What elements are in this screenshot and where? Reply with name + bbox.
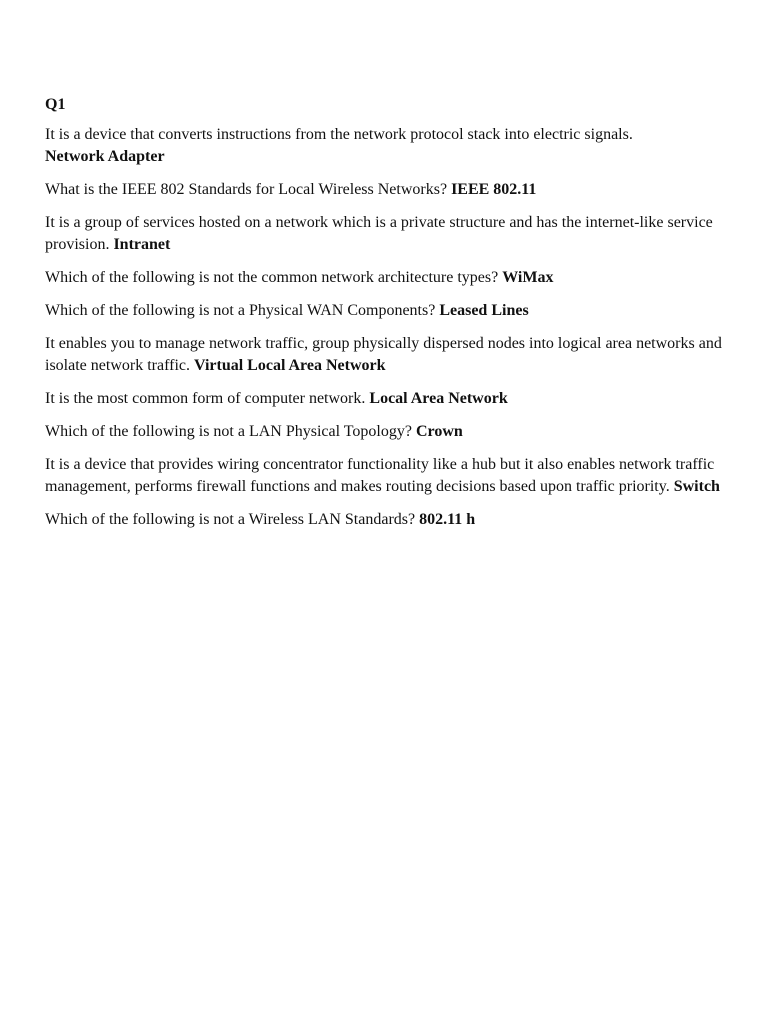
question-text: It is a group of services hosted on a network which is a private structure and has the internet-like service provision. xyxy=(45,214,713,253)
answer-text: Local Area Network xyxy=(369,390,508,407)
answer-text: Crown xyxy=(415,423,463,440)
qa-item-3 xyxy=(45,212,740,256)
answer-text: Network Adapter xyxy=(45,148,165,165)
qa-item-5 xyxy=(45,300,740,322)
answer-text: Leased Lines xyxy=(439,302,529,319)
question-text: Which of the following is not a LAN Physical Topology? xyxy=(45,423,412,440)
qa-item-1 xyxy=(45,124,740,168)
answer-text: WiMax xyxy=(502,269,554,286)
question-text: It is a device that provides wiring concentrator functionality like a hub but it also enables network traffic management, performs firewall functions and makes routing decisions based upon traffic priority. xyxy=(45,456,715,495)
question-text: What is the IEEE 802 Standards for Local Wireless Networks? xyxy=(45,181,448,198)
question-text: It enables you to manage network traffic, group physically dispersed nodes into logical area networks and isolate network traffic. xyxy=(45,335,722,374)
qa-item-10 xyxy=(45,509,740,531)
section-heading: Q1 xyxy=(45,96,66,113)
qa-item-7 xyxy=(45,388,740,410)
answer-text: 802.11 h xyxy=(419,511,476,528)
question-text: It is the most common form of computer network. xyxy=(45,390,366,407)
qa-item-2 xyxy=(45,179,740,201)
question-text: Which of the following is not the common network architecture types? xyxy=(45,269,499,286)
question-text: It is a device that converts instructions from the network protocol stack into electric signals. xyxy=(45,126,633,143)
question-text: Which of the following is not a Physical WAN Components? xyxy=(45,302,436,319)
question-text: Which of the following is not a Wireless LAN Standards? xyxy=(45,511,416,528)
document-body xyxy=(45,94,740,542)
answer-text: Switch xyxy=(673,478,720,495)
qa-item-6 xyxy=(45,333,740,377)
answer-text: IEEE 802.11 xyxy=(451,181,537,198)
answer-text: Virtual Local Area Network xyxy=(193,357,386,374)
answer-text: Intranet xyxy=(113,236,171,253)
qa-item-8 xyxy=(45,421,740,443)
qa-item-9 xyxy=(45,454,740,498)
qa-item-4 xyxy=(45,267,740,289)
